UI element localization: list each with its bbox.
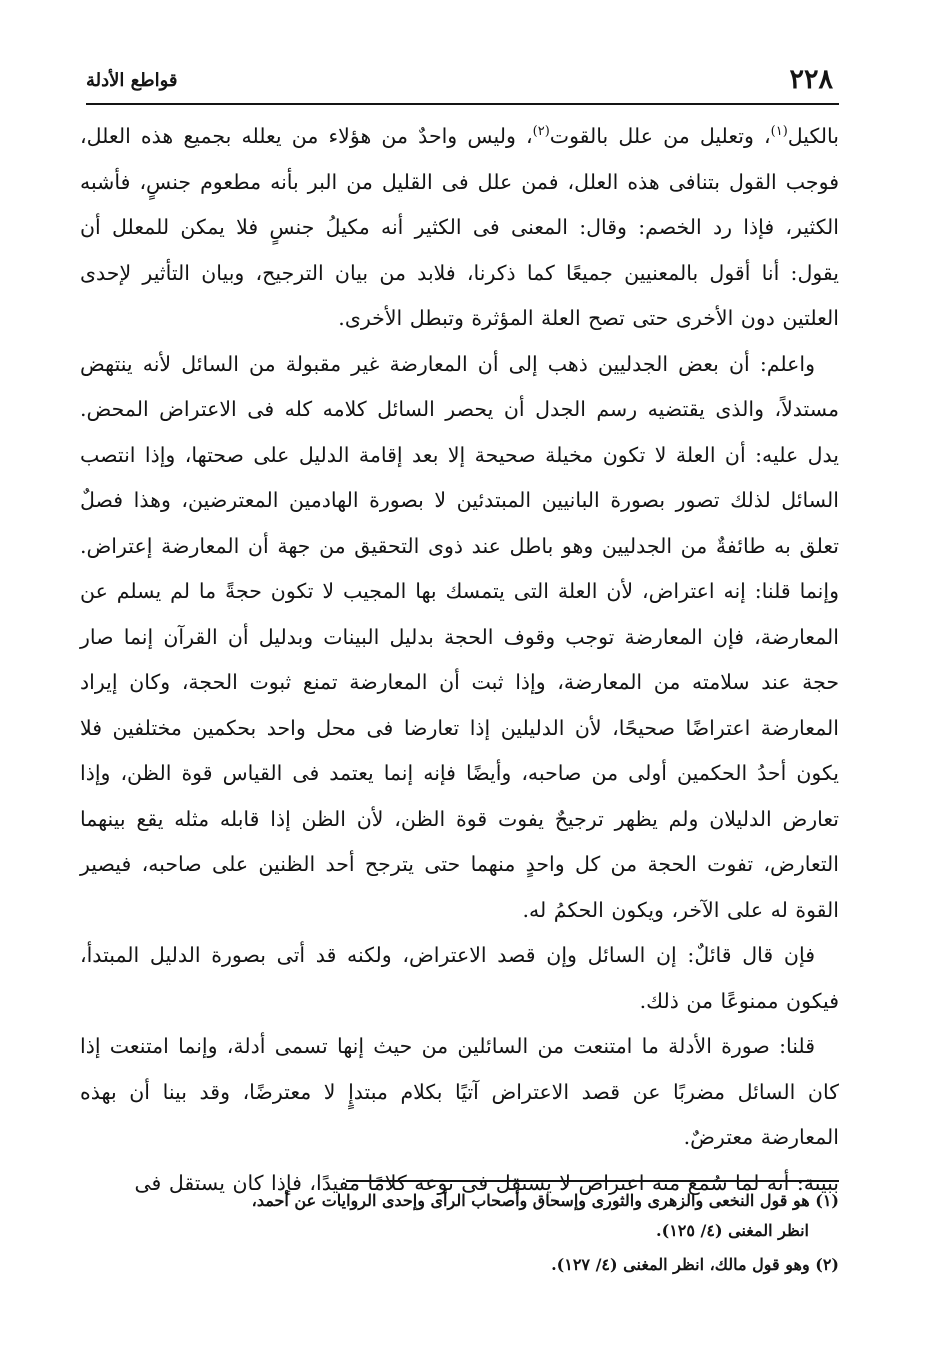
paragraph-5: ببينة: أنه لما سُمع منه اعتراض لا يستقل فى نوعه كلامًا مفيدًا، فإذا كان يستقل فى — [134, 1170, 839, 1195]
paragraph-2: واعلم: أن بعض الجدليين ذهب إلى أن المعارضة غير مقبولة من السائل لأنه ينتهض مستدلاً، والذى يقتضيه رسم الجدل أن يحصر السائل كلامه كله فى الاعتراض المحض. يدل عليه: أن العلة لا تكون مخيلة صحيحة إلا بعد إقامة الدليل على صحتها، وإذا انتصب السائل لذلك تصور بصورة البانيين المبتدئين لا بصورة الهادمين المعترضين، وهذا فصلٌ تعلق به طائفةٌ من الجدليين وهو باطل عند ذوى التحقيق من جهة أن المعارضة إعتراض. وإنما قلنا: إنه اعتراض، لأن العلة التى يتمسك بها المجيب لا تكون حجةً ما لم يسلم عن المعارضة، فإن المعارضة توجب وقوف الحجة بدليل البينات وبدليل أن القرآن إنما صار حجة عند سلامته من المعارضة، وإذا ثبت أن المعارضة تمنع ثبوت الحجة، وكان إيراد المعارضة اعتراضًا صحيحًا، لأن الدليلين إذا تعارضا فى محل واحد بحكمين مختلفين فلا يكون أحدُ الحكمين أولى من صاحبه، وأيضًا فإنه إنما يعتمد فى القياس قوة الظن، وإذا تعارض الدليلان ولم يظهر ترجيحٌ يفوت قوة الظن، لأن الظن إذا قابله مثله يقع بينهما التعارض، تفوت الحجة من كل واحدٍ منهما حتى يترجح أحد الظنين على صاحبه، فيصير القوة له على الآخر، ويكون الحكمُ له. — [80, 351, 839, 922]
paragraph-1 — [80, 114, 839, 342]
footnote-1 — [80, 1186, 839, 1246]
footnotes — [80, 1186, 839, 1284]
paragraph-3: فإن قال قائلٌ: إن السائل وإن قصد الاعتراض، ولكنه قد أتى بصورة الدليل المبتدأ، فيكون ممنوعًا من ذلك. — [80, 943, 839, 1013]
page-header — [86, 62, 839, 98]
paragraph-1-part-b: ، وتعليل من علل بالقوت — [549, 124, 771, 148]
footnote-2: (٢) وهو قول مالك، انظر المغنى (٤/ ١٢٧). — [551, 1255, 839, 1274]
footnote-ref-1: (١) — [770, 124, 788, 140]
footnote-rule — [346, 1180, 839, 1182]
footnote-1-line-1: (١) هو قول النخعى والزهرى والثورى وإسحاق وأصحاب الرأى وإحدى الروايات عن أحمد، — [251, 1191, 839, 1210]
footnote-ref-2: (٢) — [532, 124, 550, 140]
header-rule — [86, 103, 839, 105]
paragraph-1-part-a: بالكيل — [787, 124, 839, 148]
paragraph-1-part-c: ، وليس واحدٌ من هؤلاء من يعلله بجميع هذه العلل، فوجب القول بتنافى هذه العلل، فمن علل فى القليل من البر بأنه مطعوم جنسٍ، فأشبه الكثير، فإذا رد الخصم: وقال: المعنى فى الكثير أنه مكيلُ جنسٍ فلا يمكن للمعلل أن يقول: أنا أقول بالمعنيين جميعًا كما ذكرنا، فلابد من بيان الترجيح، وبيان التأثير لإحدى العلتين دون الأخرى حتى تصح العلة المؤثرة وتبطل الأخرى. — [80, 124, 840, 330]
page-number: ٢٢٨ — [789, 64, 833, 95]
footnote-1-line-2: انظر المغنى (٤/ ١٢٥). — [656, 1221, 809, 1240]
running-title: قواطع الأدلة — [86, 70, 178, 91]
paragraph-4: قلنا: صورة الأدلة ما امتنعت من السائلين من حيث إنها تسمى أدلة، وإنما امتنعت إذا كان السائل مضربًا عن قصد الاعتراض آتيًا بكلام مبتدإٍ لا معترضًا، وقد بينا أن بهذه المعارضة معترضٌ. — [80, 1034, 839, 1149]
main-text — [80, 114, 839, 1206]
